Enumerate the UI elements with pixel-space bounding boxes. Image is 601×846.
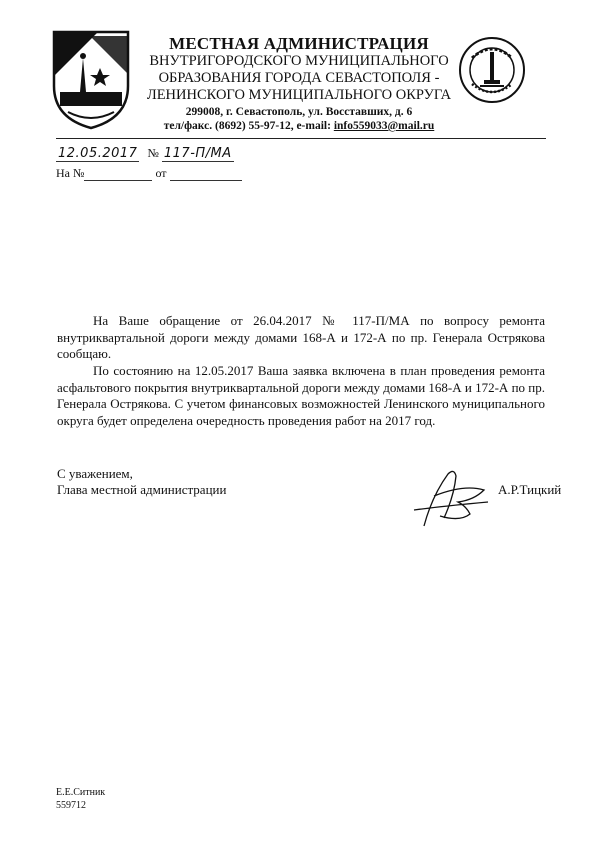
reference-number-blank: [84, 180, 152, 181]
organization-contacts: [140, 120, 458, 132]
header-divider: [56, 138, 546, 139]
signer-name: А.Р.Тицкий: [498, 482, 562, 497]
body-paragraph-2: По состоянию на 12.05.2017 Ваша заявка включена в план проведения ремонта асфальтового покрытия внутриквартальной дороги между домами 168-А и 172-А по пр. Генерала Острякова. С учетом финансовых возможностей Ленинского муниципального округа будет определена очередность проведения работ на 2017 год.: [57, 363, 545, 428]
closing-regards: С уважением,: [57, 466, 133, 481]
email-link[interactable]: info559033@mail.ru: [333, 120, 435, 132]
telfax-text: тел/факс. (8692) 55-97-12, e-mail:: [163, 120, 331, 132]
reference-date-label: от: [155, 166, 167, 180]
reference-row: [56, 166, 242, 181]
organization-line-1: ВНУТРИГОРОДСКОГО МУНИЦИПАЛЬНОГО: [149, 53, 449, 69]
signer-position: Глава местной администрации: [57, 482, 227, 497]
number-label: №: [147, 146, 159, 160]
outgoing-number-handwritten: 117-П/МА: [163, 146, 232, 161]
organization-line-3: ЛЕНИНСКОГО МУНИЦИПАЛЬНОГО ОКРУГА: [146, 87, 452, 103]
organization-line-2: ОБРАЗОВАНИЯ ГОРОДА СЕВАСТОПОЛЯ -: [158, 70, 440, 86]
municipal-seal-icon: [458, 36, 526, 104]
handwritten-signature: [404, 466, 496, 534]
body-paragraph-1: На Ваше обращение от 26.04.2017 № 117-П/МА по вопросу ремонта внутриквартальной дороги между домами 168-А и 172-А по пр. Генерала Острякова сообщаю.: [57, 313, 545, 361]
organization-title: МЕСТНАЯ АДМИНИСТРАЦИЯ: [169, 34, 429, 53]
reference-date-blank: [170, 180, 242, 181]
outgoing-date-handwritten: 12.05.2017: [58, 146, 138, 161]
organization-address: 299008, г. Севастополь, ул. Восставших, д. 6: [185, 106, 413, 118]
reference-number-label: На №: [56, 166, 85, 180]
coat-of-arms-icon: [50, 28, 132, 130]
executor-phone: 559712: [56, 800, 86, 811]
registration-row: [56, 146, 234, 162]
executor-name: Е.Е.Ситник: [56, 787, 106, 798]
